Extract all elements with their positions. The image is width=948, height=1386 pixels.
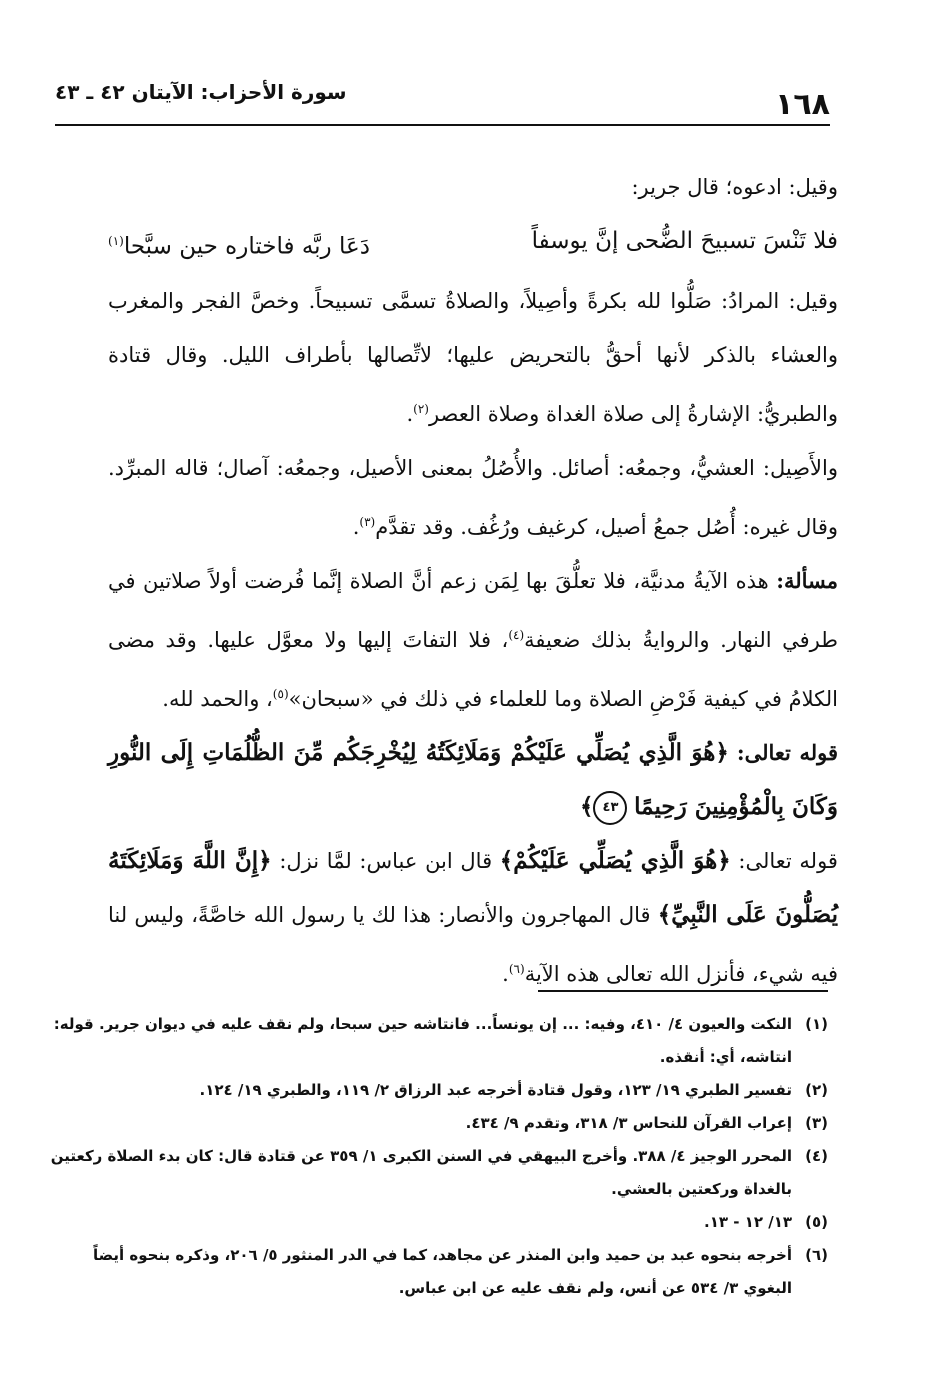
footnote-ref: (١) bbox=[108, 234, 124, 248]
main-text bbox=[108, 160, 838, 1001]
footnote-number: (١) bbox=[805, 1015, 828, 1033]
paragraph-masala bbox=[108, 554, 838, 726]
paragraph-asil: والأَصِيل: العشيُّ، وجمعُه: أصائل. والأُصُلُ بمعنى الأصيل، وجمعُه: آصال؛ قاله المبرِّد. وقال غيره: أُصُل جمعُ أصيل، كرغيف ورُغُف. وقد تقدَّم$^{(٣)}$. bbox=[108, 455, 838, 539]
footnote-text: النكت والعيون ٤/ ٤١٠، وفيه: ... إن يونساً... فانتاشه حين سبحا، ولم نقف عليه في ديوان جرير. قوله: انتاشه، أي: أنقذه. bbox=[53, 1015, 792, 1066]
footnote-text: ١٣/ ١٢ - ١٣. bbox=[703, 1213, 792, 1231]
running-header bbox=[55, 78, 830, 126]
paragraph-meaning: وقيل: المرادُ: صَلُّوا لله بكرةً وأصِيلاً، والصلاةُ تسمَّى تسبيحاً. وخصَّ الفجر والمغرب والعشاء بالذكر لأنها أحقُّ بالتحريض عليها؛ لاتِّصالها بأطراف الليل. وقال قتادة والطبريُّ: الإشارةُ إلى صلاة الغداة وصلاة العصر$^{(٢)}$. bbox=[108, 288, 838, 426]
quran-verse-text: ﴿هُوَ الَّذِي يُصَلِّي عَلَيْكُمْ وَمَلَائِكَتُهُ لِيُخْرِجَكُم مِّنَ الظُّلُمَاتِ إِلَى النُّورِ وَكَانَ بِالْمُؤْمِنِينَ رَحِيمًا bbox=[108, 738, 838, 820]
paragraph-verse-heading bbox=[108, 726, 838, 834]
footnote-ref: (٢) bbox=[413, 401, 429, 416]
footnote-number: (٤) bbox=[805, 1147, 828, 1165]
footnote-ref: (٥) bbox=[272, 686, 289, 701]
paragraph-text: وقيل: المرادُ: صَلُّوا لله بكرةً وأصِيلاً، والصلاةُ تسمَّى تسبيحاً. وخصَّ الفجر والمغرب والعشاء بالذكر لأنها أحقُّ بالتحريض عليها؛ لاتِّصالها بأطراف الليل. وقال قتادة والطبريُّ: الإشارةُ إلى صلاة الغداة وصلاة العصر bbox=[108, 288, 838, 426]
footnote-text: أخرجه بنحوه عبد بن حميد وابن المنذر عن مجاهد، كما في الدر المنثور ٥/ ٢٠٦، وذكره بنحوه أيضاً البغوي ٣/ ٥٣٤ عن أنس، ولم نقف عليه عن ابن عباس. bbox=[92, 1246, 792, 1297]
poetry-verse bbox=[108, 214, 838, 274]
footnote bbox=[40, 1140, 828, 1206]
quran-close-bracket: ﴾ bbox=[579, 792, 594, 820]
footnote bbox=[40, 1107, 828, 1140]
footnote-text: تفسير الطبري ١٩/ ١٢٣، وقول قتادة أخرجه عبد الرزاق ٢/ ١١٩، والطبري ١٩/ ١٢٤. bbox=[199, 1081, 792, 1099]
ayah-number-mark: ٤٣ bbox=[593, 791, 627, 825]
surah-title: سورة الأحزاب: الآيتان ٤٢ ـ ٤٣ bbox=[55, 80, 347, 104]
paragraph-text: قوله تعالى: bbox=[738, 848, 838, 873]
verse-second-hemistich: دَعَا ربَّه فاختاره حين سبَّحا$^{(١)}$ bbox=[108, 233, 370, 260]
footnote bbox=[40, 1206, 828, 1239]
footnotes bbox=[40, 1008, 828, 1305]
footnote bbox=[40, 1074, 828, 1107]
footnote bbox=[40, 1239, 828, 1305]
paragraph-text: والأَصِيل: العشيُّ، وجمعُه: أصائل. والأُصُلُ بمعنى الأصيل، وجمعُه: آصال؛ قاله المبرِّد. وقال غيره: أُصُل جمعُ أصيل، كرغيف ورُغُف. وقد تقدَّم bbox=[108, 455, 838, 539]
footnote-text: إعراب القرآن للنحاس ٣/ ٣١٨، وتقدم ٩/ ٤٣٤. bbox=[465, 1114, 792, 1132]
footnote-text: المحرر الوجيز ٤/ ٣٨٨. وأخرج البيهقي في السنن الكبرى ١/ ٣٥٩ عن قتادة قال: كان بدء الصلاة ركعتين بالغداة وركعتين بالعشي. bbox=[50, 1147, 792, 1198]
footnote-number: (٦) bbox=[805, 1246, 828, 1264]
verse-heading-label: قوله تعالى: bbox=[736, 739, 838, 765]
paragraph-text: قال المهاجرون والأنصار: هذا لك يا رسول الله خاصَّةً، وليس لنا فيه شيء، فأنزل الله تعالى هذه الآية bbox=[108, 902, 838, 986]
paragraph-text: هذه الآيةُ مدنيَّة، فلا تعلُّقَ بها لِمَن زعم أنَّ الصلاة إنَّما فُرضت أولاً صلاتين في طرفي النهار. والروايةُ بذلك ضعيفة bbox=[108, 568, 838, 652]
footnote-ref: (٤) bbox=[508, 627, 525, 642]
paragraph-text: ، فلا التفاتَ إليها ولا معوَّل عليها. وقد مضى الكلامُ في كيفية فَرْضِ الصلاة وما للعلماء في ذلك في «سبحان» bbox=[108, 627, 838, 711]
paragraph-text: قال ابن عباس: لمَّا نزل: bbox=[279, 848, 493, 873]
footnote-number: (٣) bbox=[805, 1114, 828, 1132]
quran-quote: ﴿إِنَّ اللَّهَ وَمَلَائِكَتَهُ يُصَلُّونَ عَلَى النَّبِيِّ﴾ bbox=[108, 846, 839, 928]
footnote-ref: (٣) bbox=[359, 514, 376, 529]
masala-label: مسألة: bbox=[776, 567, 838, 593]
paragraph-text: وقيل: ادعوه؛ قال جرير: bbox=[631, 175, 838, 199]
paragraph-text: ، والحمد لله. bbox=[162, 686, 273, 711]
page-number: ١٦٨ bbox=[775, 87, 830, 122]
paragraph-tafsir: قوله تعالى: ﴿هُوَ الَّذِي يُصَلِّي عَلَيْكُمْ﴾ قال ابن عباس: لمَّا نزل: ﴿إِنَّ اللَّهَ وَمَلَائِكَتَهُ يُصَلُّونَ عَلَى النَّبِيِّ﴾ قال المهاجرون والأنصار: هذا لك يا رسول الله خاصَّةً، وليس لنا فيه شيء، فأنزل الله تعالى هذه الآية$^{(٦)}$. bbox=[108, 846, 839, 986]
verse-first-hemistich: فلا تَنْسَ تسبيحَ الضُّحى إنَّ يوسفاً bbox=[531, 228, 838, 254]
footnote-ref: (٦) bbox=[508, 961, 525, 976]
footnote-separator bbox=[538, 990, 828, 992]
footnote-number: (٥) bbox=[805, 1213, 828, 1231]
footnote bbox=[40, 1008, 828, 1074]
footnote-number: (٢) bbox=[805, 1081, 828, 1099]
quran-quote: ﴿هُوَ الَّذِي يُصَلِّي عَلَيْكُمْ﴾ bbox=[499, 846, 731, 874]
paragraph-intro bbox=[108, 160, 838, 214]
